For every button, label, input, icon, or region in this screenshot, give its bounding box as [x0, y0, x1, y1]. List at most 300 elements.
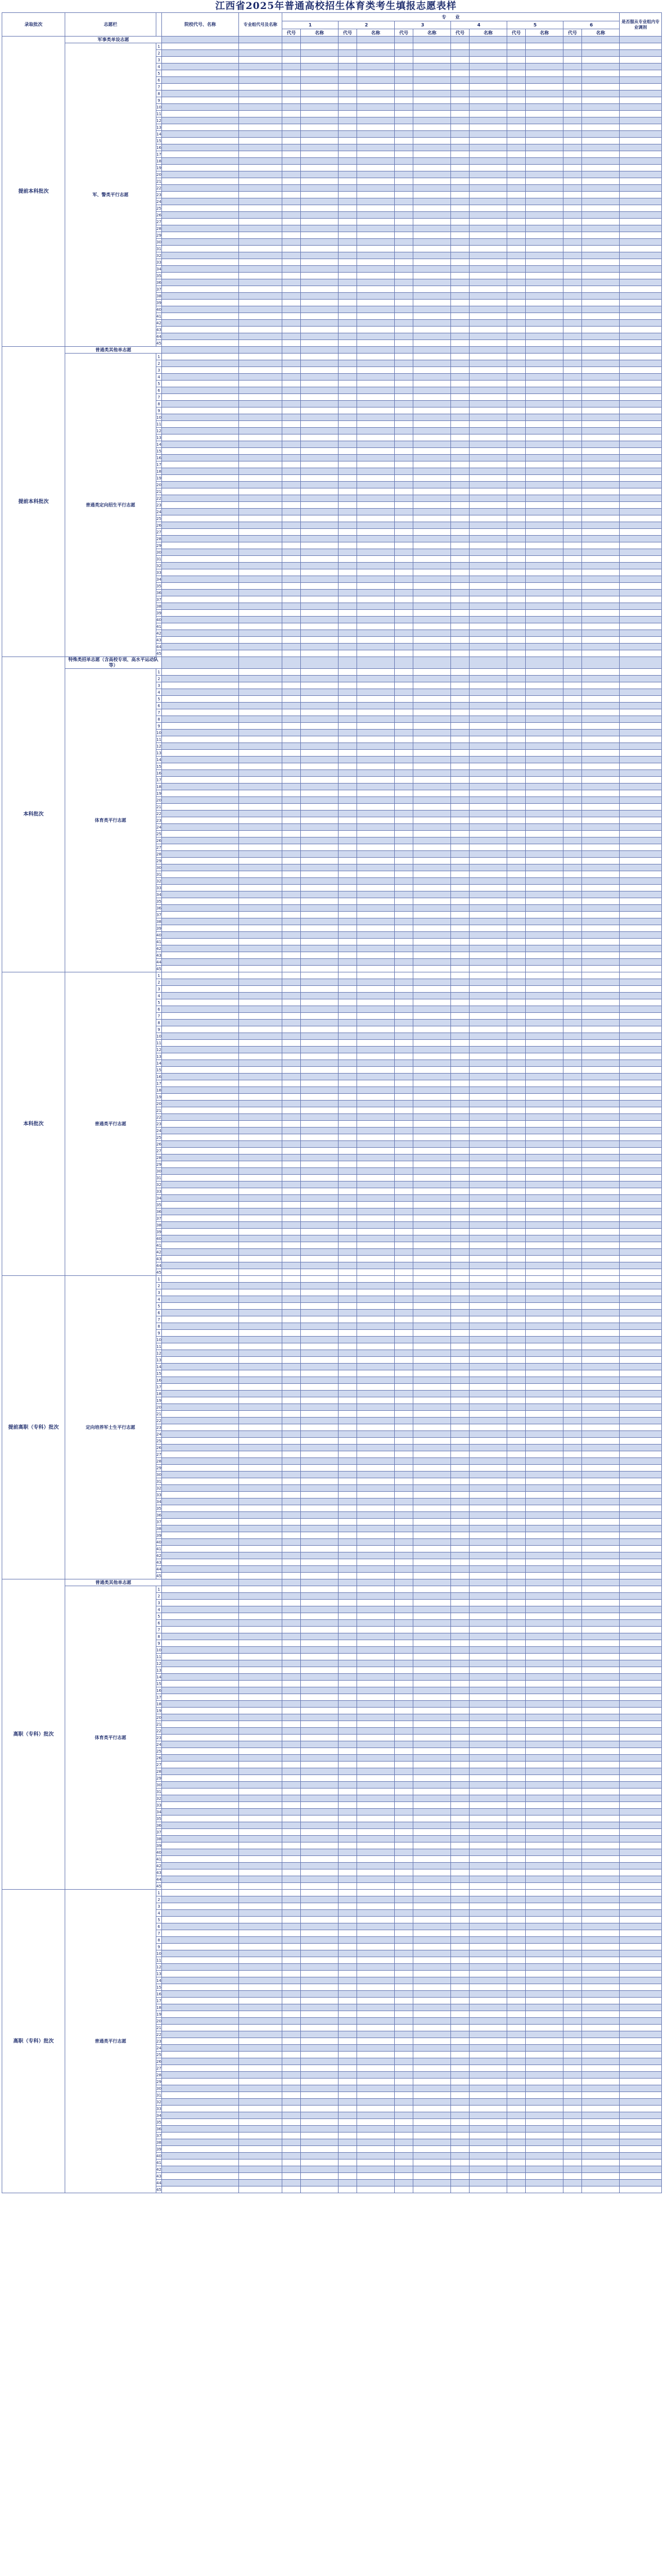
form-cell[interactable] — [301, 1809, 339, 1816]
form-cell[interactable] — [339, 1485, 357, 1492]
form-cell[interactable] — [162, 1478, 239, 1485]
form-cell[interactable] — [239, 151, 282, 158]
form-cell[interactable] — [339, 1559, 357, 1566]
form-cell[interactable] — [451, 925, 470, 932]
form-cell[interactable] — [395, 925, 413, 932]
form-cell[interactable] — [526, 689, 563, 696]
form-cell[interactable] — [282, 131, 301, 138]
form-cell[interactable] — [301, 1566, 339, 1573]
form-cell[interactable] — [620, 617, 662, 623]
form-cell[interactable] — [451, 797, 470, 804]
form-cell[interactable] — [620, 939, 662, 945]
form-cell[interactable] — [339, 151, 357, 158]
form-cell[interactable] — [339, 536, 357, 542]
form-cell[interactable] — [451, 1350, 470, 1357]
form-cell[interactable] — [563, 1701, 582, 1708]
form-cell[interactable] — [301, 757, 339, 763]
form-cell[interactable] — [162, 1316, 239, 1323]
form-cell[interactable] — [301, 1438, 339, 1445]
form-cell[interactable] — [282, 1923, 301, 1930]
form-cell[interactable] — [451, 502, 470, 509]
form-cell[interactable] — [451, 831, 470, 837]
form-cell[interactable] — [357, 1330, 395, 1337]
form-cell[interactable] — [470, 327, 507, 333]
form-cell[interactable] — [582, 777, 620, 784]
form-cell[interactable] — [239, 1627, 282, 1633]
form-cell[interactable] — [413, 138, 451, 144]
form-cell[interactable] — [395, 1559, 413, 1566]
form-cell[interactable] — [357, 421, 395, 428]
form-cell[interactable] — [239, 1849, 282, 1856]
form-cell[interactable] — [339, 1040, 357, 1047]
form-cell[interactable] — [162, 252, 239, 259]
form-cell[interactable] — [507, 1816, 526, 1822]
form-cell[interactable] — [470, 1087, 507, 1094]
form-cell[interactable] — [413, 1863, 451, 1869]
form-cell[interactable] — [563, 387, 582, 394]
form-cell[interactable] — [301, 374, 339, 381]
form-cell[interactable] — [620, 590, 662, 596]
form-cell[interactable] — [563, 43, 582, 50]
form-cell[interactable] — [413, 1883, 451, 1890]
form-cell[interactable] — [282, 952, 301, 959]
form-cell[interactable] — [301, 151, 339, 158]
form-cell[interactable] — [239, 945, 282, 952]
form-cell[interactable] — [507, 898, 526, 905]
form-cell[interactable] — [162, 1101, 239, 1107]
form-cell[interactable] — [357, 1411, 395, 1418]
form-cell[interactable] — [451, 1512, 470, 1519]
form-cell[interactable] — [395, 1694, 413, 1701]
form-cell[interactable] — [339, 1148, 357, 1155]
form-cell[interactable] — [339, 232, 357, 239]
form-cell[interactable] — [563, 1175, 582, 1181]
form-cell[interactable] — [395, 650, 413, 657]
form-cell[interactable] — [470, 730, 507, 736]
form-cell[interactable] — [582, 1235, 620, 1242]
form-cell[interactable] — [620, 837, 662, 844]
form-cell[interactable] — [301, 1930, 339, 1937]
form-cell[interactable] — [301, 1863, 339, 1869]
form-cell[interactable] — [620, 569, 662, 576]
form-cell[interactable] — [563, 1087, 582, 1094]
form-cell[interactable] — [563, 50, 582, 57]
form-cell[interactable] — [470, 590, 507, 596]
form-cell[interactable] — [563, 837, 582, 844]
form-cell[interactable] — [413, 1181, 451, 1188]
form-cell[interactable] — [620, 50, 662, 57]
form-cell[interactable] — [620, 986, 662, 993]
form-cell[interactable] — [413, 64, 451, 70]
form-cell[interactable] — [162, 1971, 239, 1977]
form-cell[interactable] — [339, 817, 357, 824]
form-cell[interactable] — [507, 831, 526, 837]
form-cell[interactable] — [282, 1377, 301, 1384]
form-cell[interactable] — [395, 1735, 413, 1741]
form-cell[interactable] — [282, 1869, 301, 1876]
form-cell[interactable] — [451, 138, 470, 144]
form-cell[interactable] — [339, 549, 357, 556]
form-cell[interactable] — [339, 1735, 357, 1741]
form-cell[interactable] — [470, 1181, 507, 1188]
form-cell[interactable] — [470, 1235, 507, 1242]
form-cell[interactable] — [282, 124, 301, 131]
form-cell[interactable] — [563, 434, 582, 441]
form-cell[interactable] — [357, 844, 395, 851]
form-cell[interactable] — [507, 1431, 526, 1438]
form-cell[interactable] — [563, 401, 582, 408]
form-cell[interactable] — [507, 1060, 526, 1067]
form-cell[interactable] — [563, 644, 582, 650]
form-cell[interactable] — [162, 1155, 239, 1161]
form-cell[interactable] — [339, 374, 357, 381]
form-cell[interactable] — [282, 111, 301, 117]
form-cell[interactable] — [563, 1485, 582, 1492]
form-cell[interactable] — [451, 864, 470, 871]
form-cell[interactable] — [339, 90, 357, 97]
form-cell[interactable] — [339, 939, 357, 945]
form-cell[interactable] — [239, 1856, 282, 1863]
form-cell[interactable] — [395, 1370, 413, 1377]
form-cell[interactable] — [451, 858, 470, 864]
form-cell[interactable] — [451, 1944, 470, 1950]
form-cell[interactable] — [357, 979, 395, 986]
form-cell[interactable] — [507, 1546, 526, 1552]
form-cell[interactable] — [357, 434, 395, 441]
form-cell[interactable] — [563, 932, 582, 939]
form-cell[interactable] — [357, 1789, 395, 1795]
form-cell[interactable] — [239, 1087, 282, 1094]
form-cell[interactable] — [282, 1357, 301, 1364]
form-cell[interactable] — [301, 1694, 339, 1701]
form-cell[interactable] — [301, 1424, 339, 1431]
form-cell[interactable] — [301, 1654, 339, 1660]
form-cell[interactable] — [282, 1647, 301, 1654]
form-cell[interactable] — [526, 1148, 563, 1155]
form-cell[interactable] — [507, 871, 526, 878]
form-cell[interactable] — [395, 878, 413, 885]
form-cell[interactable] — [470, 1748, 507, 1755]
form-cell[interactable] — [563, 864, 582, 871]
form-cell[interactable] — [301, 1472, 339, 1478]
form-cell[interactable] — [395, 730, 413, 736]
form-cell[interactable] — [357, 682, 395, 689]
form-cell[interactable] — [507, 1842, 526, 1849]
form-cell[interactable] — [162, 1465, 239, 1472]
form-cell[interactable] — [395, 178, 413, 185]
form-cell[interactable] — [620, 1917, 662, 1923]
form-cell[interactable] — [620, 1977, 662, 1984]
form-cell[interactable] — [395, 1458, 413, 1465]
form-cell[interactable] — [357, 1080, 395, 1087]
form-cell[interactable] — [339, 64, 357, 70]
form-cell[interactable] — [395, 1708, 413, 1714]
form-cell[interactable] — [470, 1323, 507, 1330]
form-cell[interactable] — [582, 1020, 620, 1026]
form-cell[interactable] — [413, 1343, 451, 1350]
form-cell[interactable] — [582, 64, 620, 70]
form-cell[interactable] — [301, 1235, 339, 1242]
form-cell[interactable] — [563, 320, 582, 327]
form-cell[interactable] — [563, 205, 582, 212]
form-cell[interactable] — [282, 198, 301, 205]
form-cell[interactable] — [563, 878, 582, 885]
form-cell[interactable] — [451, 790, 470, 797]
form-cell[interactable] — [451, 434, 470, 441]
form-cell[interactable] — [526, 286, 563, 293]
form-cell[interactable] — [451, 1107, 470, 1114]
form-cell[interactable] — [395, 1067, 413, 1074]
form-cell[interactable] — [563, 1620, 582, 1627]
form-cell[interactable] — [339, 387, 357, 394]
form-cell[interactable] — [451, 1020, 470, 1026]
form-cell[interactable] — [301, 1816, 339, 1822]
form-cell[interactable] — [563, 993, 582, 999]
form-cell[interactable] — [526, 650, 563, 657]
form-cell[interactable] — [239, 37, 282, 43]
form-cell[interactable] — [357, 596, 395, 603]
form-cell[interactable] — [301, 1546, 339, 1552]
form-cell[interactable] — [282, 1404, 301, 1411]
form-cell[interactable] — [282, 2004, 301, 2011]
form-cell[interactable] — [357, 488, 395, 495]
form-cell[interactable] — [470, 1539, 507, 1546]
form-cell[interactable] — [413, 1775, 451, 1782]
form-cell[interactable] — [620, 37, 662, 43]
form-cell[interactable] — [357, 1465, 395, 1472]
form-cell[interactable] — [357, 1984, 395, 1991]
form-cell[interactable] — [301, 1323, 339, 1330]
form-cell[interactable] — [620, 1546, 662, 1552]
form-cell[interactable] — [239, 57, 282, 64]
form-cell[interactable] — [339, 1296, 357, 1303]
form-cell[interactable] — [357, 1539, 395, 1546]
form-cell[interactable] — [357, 84, 395, 90]
form-cell[interactable] — [395, 434, 413, 441]
form-cell[interactable] — [413, 1768, 451, 1775]
form-cell[interactable] — [470, 536, 507, 542]
form-cell[interactable] — [526, 952, 563, 959]
form-cell[interactable] — [470, 1310, 507, 1316]
form-cell[interactable] — [395, 124, 413, 131]
form-cell[interactable] — [620, 1033, 662, 1040]
form-cell[interactable] — [301, 1269, 339, 1276]
form-cell[interactable] — [413, 421, 451, 428]
form-cell[interactable] — [620, 1593, 662, 1600]
form-cell[interactable] — [582, 1842, 620, 1849]
form-cell[interactable] — [620, 878, 662, 885]
form-cell[interactable] — [620, 455, 662, 461]
form-cell[interactable] — [413, 1977, 451, 1984]
form-cell[interactable] — [582, 327, 620, 333]
form-cell[interactable] — [413, 1289, 451, 1296]
form-cell[interactable] — [582, 488, 620, 495]
form-cell[interactable] — [357, 1276, 395, 1283]
form-cell[interactable] — [507, 1998, 526, 2004]
form-cell[interactable] — [507, 851, 526, 858]
form-cell[interactable] — [413, 434, 451, 441]
form-cell[interactable] — [162, 286, 239, 293]
form-cell[interactable] — [339, 1445, 357, 1451]
form-cell[interactable] — [339, 1397, 357, 1404]
form-cell[interactable] — [357, 743, 395, 750]
form-cell[interactable] — [620, 1829, 662, 1836]
form-cell[interactable] — [526, 1627, 563, 1633]
form-cell[interactable] — [301, 623, 339, 630]
form-cell[interactable] — [620, 1775, 662, 1782]
form-cell[interactable] — [282, 757, 301, 763]
form-cell[interactable] — [507, 1505, 526, 1512]
form-cell[interactable] — [395, 1930, 413, 1937]
form-cell[interactable] — [582, 986, 620, 993]
form-cell[interactable] — [395, 37, 413, 43]
form-cell[interactable] — [413, 1053, 451, 1060]
form-cell[interactable] — [526, 1586, 563, 1593]
form-cell[interactable] — [301, 1047, 339, 1053]
form-cell[interactable] — [357, 185, 395, 192]
form-cell[interactable] — [357, 225, 395, 232]
form-cell[interactable] — [620, 178, 662, 185]
form-cell[interactable] — [582, 158, 620, 165]
form-cell[interactable] — [620, 1269, 662, 1276]
form-cell[interactable] — [301, 939, 339, 945]
form-cell[interactable] — [563, 925, 582, 932]
form-cell[interactable] — [395, 1026, 413, 1033]
form-cell[interactable] — [239, 1492, 282, 1498]
form-cell[interactable] — [239, 676, 282, 682]
form-cell[interactable] — [507, 1714, 526, 1721]
form-cell[interactable] — [563, 1694, 582, 1701]
form-cell[interactable] — [162, 1539, 239, 1546]
form-cell[interactable] — [563, 549, 582, 556]
form-cell[interactable] — [451, 279, 470, 286]
form-cell[interactable] — [395, 64, 413, 70]
form-cell[interactable] — [470, 784, 507, 790]
form-cell[interactable] — [301, 1937, 339, 1944]
form-cell[interactable] — [563, 1215, 582, 1222]
form-cell[interactable] — [395, 97, 413, 104]
form-cell[interactable] — [563, 1674, 582, 1681]
form-cell[interactable] — [470, 831, 507, 837]
form-cell[interactable] — [239, 165, 282, 171]
form-cell[interactable] — [282, 1242, 301, 1249]
form-cell[interactable] — [620, 1539, 662, 1546]
form-cell[interactable] — [451, 918, 470, 925]
form-cell[interactable] — [582, 84, 620, 90]
form-cell[interactable] — [301, 972, 339, 979]
form-cell[interactable] — [413, 966, 451, 972]
form-cell[interactable] — [582, 1094, 620, 1101]
form-cell[interactable] — [162, 509, 239, 515]
form-cell[interactable] — [282, 1134, 301, 1141]
form-cell[interactable] — [357, 57, 395, 64]
form-cell[interactable] — [162, 37, 239, 43]
form-cell[interactable] — [395, 239, 413, 246]
form-cell[interactable] — [526, 797, 563, 804]
form-cell[interactable] — [470, 246, 507, 252]
form-cell[interactable] — [451, 1047, 470, 1053]
form-cell[interactable] — [301, 999, 339, 1006]
form-cell[interactable] — [301, 1134, 339, 1141]
form-cell[interactable] — [282, 1768, 301, 1775]
form-cell[interactable] — [339, 1701, 357, 1708]
form-cell[interactable] — [339, 1998, 357, 2004]
form-cell[interactable] — [239, 1364, 282, 1370]
form-cell[interactable] — [451, 1080, 470, 1087]
form-cell[interactable] — [162, 1708, 239, 1714]
form-cell[interactable] — [301, 959, 339, 966]
form-cell[interactable] — [507, 495, 526, 502]
form-cell[interactable] — [239, 644, 282, 650]
form-cell[interactable] — [162, 1283, 239, 1289]
form-cell[interactable] — [620, 1276, 662, 1283]
form-cell[interactable] — [413, 757, 451, 763]
form-cell[interactable] — [470, 1519, 507, 1525]
form-cell[interactable] — [526, 1458, 563, 1465]
form-cell[interactable] — [413, 939, 451, 945]
form-cell[interactable] — [282, 1532, 301, 1539]
form-cell[interactable] — [620, 1485, 662, 1492]
form-cell[interactable] — [582, 300, 620, 306]
form-cell[interactable] — [620, 1708, 662, 1714]
form-cell[interactable] — [162, 1735, 239, 1741]
form-cell[interactable] — [582, 972, 620, 979]
form-cell[interactable] — [507, 1735, 526, 1741]
form-cell[interactable] — [339, 1047, 357, 1053]
form-cell[interactable] — [239, 1795, 282, 1802]
form-cell[interactable] — [470, 925, 507, 932]
form-cell[interactable] — [470, 259, 507, 266]
form-cell[interactable] — [395, 1276, 413, 1283]
form-cell[interactable] — [507, 313, 526, 320]
form-cell[interactable] — [282, 1472, 301, 1478]
form-cell[interactable] — [339, 1107, 357, 1114]
form-cell[interactable] — [395, 1262, 413, 1269]
form-cell[interactable] — [301, 1337, 339, 1343]
form-cell[interactable] — [582, 549, 620, 556]
form-cell[interactable] — [357, 1256, 395, 1262]
form-cell[interactable] — [451, 1256, 470, 1262]
form-cell[interactable] — [470, 1498, 507, 1505]
form-cell[interactable] — [301, 1525, 339, 1532]
form-cell[interactable] — [413, 333, 451, 340]
form-cell[interactable] — [162, 1525, 239, 1532]
form-cell[interactable] — [563, 1026, 582, 1033]
form-cell[interactable] — [563, 171, 582, 178]
form-cell[interactable] — [470, 340, 507, 347]
form-cell[interactable] — [526, 576, 563, 583]
form-cell[interactable] — [620, 1944, 662, 1950]
form-cell[interactable] — [526, 313, 563, 320]
form-cell[interactable] — [507, 1094, 526, 1101]
form-cell[interactable] — [162, 1431, 239, 1438]
form-cell[interactable] — [282, 1991, 301, 1998]
form-cell[interactable] — [301, 1276, 339, 1283]
form-cell[interactable] — [470, 1910, 507, 1917]
form-cell[interactable] — [620, 770, 662, 777]
form-cell[interactable] — [339, 266, 357, 273]
form-cell[interactable] — [413, 340, 451, 347]
form-cell[interactable] — [357, 158, 395, 165]
form-cell[interactable] — [582, 232, 620, 239]
form-cell[interactable] — [507, 1445, 526, 1451]
form-cell[interactable] — [620, 1040, 662, 1047]
form-cell[interactable] — [162, 1107, 239, 1114]
form-cell[interactable] — [507, 192, 526, 198]
form-cell[interactable] — [357, 468, 395, 475]
form-cell[interactable] — [282, 529, 301, 536]
form-cell[interactable] — [413, 401, 451, 408]
